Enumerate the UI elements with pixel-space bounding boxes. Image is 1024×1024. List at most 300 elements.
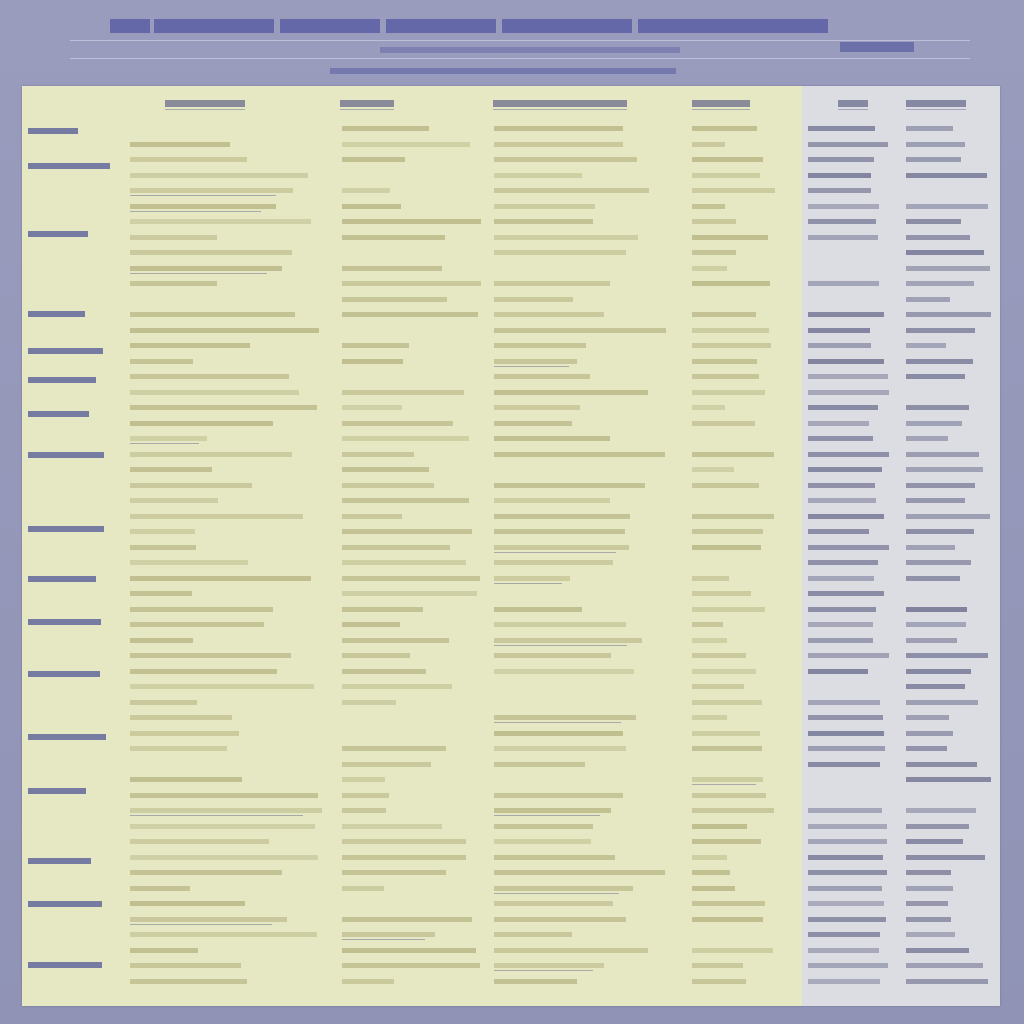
table-cell-illegible xyxy=(342,638,449,643)
table-cell-illegible xyxy=(906,917,951,922)
table-cell-illegible xyxy=(130,142,230,147)
table-cell-illegible xyxy=(808,483,875,488)
table-cell-illegible xyxy=(342,297,447,302)
table-cell-illegible xyxy=(692,979,746,984)
table-cell-illegible xyxy=(808,545,889,550)
table-cell-underline xyxy=(494,366,569,367)
table-cell-illegible xyxy=(494,421,572,426)
table-cell-illegible xyxy=(808,917,886,922)
table-cell-illegible xyxy=(906,901,948,906)
table-cell-illegible xyxy=(906,808,976,813)
table-cell-illegible xyxy=(906,157,961,162)
table-cell-illegible xyxy=(906,126,953,131)
table-cell-illegible xyxy=(692,669,756,674)
row-label-illegible-13 xyxy=(28,788,86,794)
table-cell-illegible xyxy=(692,855,727,860)
table-cell-illegible xyxy=(692,467,734,472)
table-cell-illegible xyxy=(906,762,977,767)
table-cell-illegible xyxy=(906,932,955,937)
table-cell-illegible xyxy=(906,545,955,550)
table-cell-illegible xyxy=(494,529,625,534)
table-cell-illegible xyxy=(494,390,648,395)
column-header-illegible-2 xyxy=(493,100,627,107)
table-cell-illegible xyxy=(808,126,875,131)
table-cell-illegible xyxy=(342,452,414,457)
table-cell-illegible xyxy=(808,700,880,705)
table-cell-illegible xyxy=(906,576,960,581)
table-cell-illegible xyxy=(808,390,889,395)
table-cell-illegible xyxy=(906,436,948,441)
table-cell-illegible xyxy=(808,576,874,581)
table-cell-illegible xyxy=(906,405,969,410)
table-cell-illegible xyxy=(494,126,623,131)
row-label-illegible-11 xyxy=(28,671,100,677)
table-cell-illegible xyxy=(808,157,874,162)
column-header-illegible-1 xyxy=(340,100,394,107)
table-cell-illegible xyxy=(906,250,984,255)
table-cell-illegible xyxy=(808,281,879,286)
table-cell-underline xyxy=(130,211,261,212)
table-cell-illegible xyxy=(906,529,974,534)
table-cell-illegible xyxy=(808,514,884,519)
table-cell-illegible xyxy=(130,591,192,596)
table-cell-illegible xyxy=(494,886,633,891)
table-cell-illegible xyxy=(130,328,319,333)
table-cell-illegible xyxy=(906,204,988,209)
table-cell-illegible xyxy=(906,715,949,720)
table-cell-illegible xyxy=(692,824,747,829)
row-label-illegible-0 xyxy=(28,128,78,134)
table-cell-illegible xyxy=(808,979,880,984)
table-cell-illegible xyxy=(130,870,282,875)
table-cell-illegible xyxy=(130,436,207,441)
table-cell-illegible xyxy=(494,979,577,984)
table-cell-illegible xyxy=(342,514,402,519)
table-cell-illegible xyxy=(808,762,880,767)
column-header-rule-3 xyxy=(692,109,750,110)
table-cell-illegible xyxy=(906,963,983,968)
table-cell-illegible xyxy=(692,514,774,519)
table-cell-illegible xyxy=(342,157,405,162)
table-cell-illegible xyxy=(130,793,318,798)
table-cell-illegible xyxy=(906,281,974,286)
table-cell-illegible xyxy=(692,731,760,736)
table-cell-illegible xyxy=(342,204,401,209)
table-cell-illegible xyxy=(906,142,965,147)
table-cell-illegible xyxy=(692,591,751,596)
table-cell-illegible xyxy=(494,514,630,519)
table-cell-illegible xyxy=(808,405,878,410)
header-rule-top xyxy=(70,40,970,41)
column-header-rule-4 xyxy=(838,109,868,110)
table-cell-illegible xyxy=(342,839,466,844)
table-cell-illegible xyxy=(808,901,884,906)
table-cell-illegible xyxy=(494,669,634,674)
table-cell-illegible xyxy=(906,374,965,379)
table-cell-illegible xyxy=(808,932,880,937)
table-cell-underline xyxy=(130,195,276,196)
table-cell-illegible xyxy=(342,777,385,782)
table-cell-illegible xyxy=(494,948,648,953)
table-cell-illegible xyxy=(130,483,252,488)
row-label-illegible-7 xyxy=(28,452,104,458)
row-label-illegible-15 xyxy=(28,901,102,907)
table-cell-underline xyxy=(494,815,600,816)
table-cell-illegible xyxy=(342,917,472,922)
column-header-illegible-3 xyxy=(692,100,750,107)
table-cell-illegible xyxy=(494,312,604,317)
table-cell-illegible xyxy=(494,901,613,906)
table-cell-illegible xyxy=(494,142,623,147)
table-cell-illegible xyxy=(906,235,970,240)
table-cell-illegible xyxy=(906,467,983,472)
table-cell-illegible xyxy=(692,870,730,875)
table-cell-illegible xyxy=(342,529,472,534)
table-cell-illegible xyxy=(494,405,580,410)
table-cell-illegible xyxy=(906,297,950,302)
table-cell-illegible xyxy=(494,328,666,333)
table-cell-illegible xyxy=(130,700,197,705)
table-cell-illegible xyxy=(692,808,774,813)
table-cell-illegible xyxy=(130,219,311,224)
table-cell-illegible xyxy=(808,436,873,441)
table-cell-illegible xyxy=(130,281,217,286)
table-cell-illegible xyxy=(692,529,763,534)
table-cell-illegible xyxy=(692,266,727,271)
table-cell-illegible xyxy=(692,653,746,658)
table-cell-illegible xyxy=(494,793,623,798)
table-cell-illegible xyxy=(494,870,665,875)
table-cell-illegible xyxy=(808,173,871,178)
table-cell-illegible xyxy=(342,390,464,395)
table-cell-illegible xyxy=(906,700,978,705)
table-cell-illegible xyxy=(342,126,429,131)
table-cell-illegible xyxy=(808,638,873,643)
table-cell-illegible xyxy=(130,777,242,782)
table-sheet xyxy=(22,86,1000,1006)
table-cell-illegible xyxy=(494,576,570,581)
table-cell-underline xyxy=(494,583,562,584)
table-cell-illegible xyxy=(494,157,637,162)
table-cell-illegible xyxy=(906,173,987,178)
table-cell-illegible xyxy=(692,405,725,410)
table-cell-illegible xyxy=(692,312,756,317)
table-cell-illegible xyxy=(342,560,466,565)
table-cell-illegible xyxy=(692,576,729,581)
table-cell-illegible xyxy=(130,359,193,364)
table-cell-illegible xyxy=(130,312,295,317)
table-cell-illegible xyxy=(130,979,247,984)
table-cell-underline xyxy=(130,443,199,444)
column-header-rule-5 xyxy=(906,109,966,110)
table-cell-illegible xyxy=(130,932,317,937)
row-label-illegible-4 xyxy=(28,348,103,354)
table-cell-illegible xyxy=(808,607,876,612)
table-cell-illegible xyxy=(808,653,889,658)
table-cell-illegible xyxy=(494,932,572,937)
table-cell-illegible xyxy=(906,359,973,364)
table-cell-illegible xyxy=(494,297,573,302)
column-header-illegible-5 xyxy=(906,100,966,107)
table-cell-illegible xyxy=(342,932,435,937)
table-cell-illegible xyxy=(342,808,386,813)
table-cell-illegible xyxy=(494,560,613,565)
illegible-table-text xyxy=(22,86,1000,1006)
table-cell-illegible xyxy=(808,374,888,379)
table-cell-illegible xyxy=(494,762,585,767)
table-cell-illegible xyxy=(808,669,868,674)
table-cell-illegible xyxy=(906,886,953,891)
table-cell-illegible xyxy=(692,777,763,782)
table-cell-illegible xyxy=(808,963,888,968)
table-cell-illegible xyxy=(342,607,423,612)
table-cell-illegible xyxy=(342,591,477,596)
table-cell-illegible xyxy=(342,483,434,488)
table-cell-illegible xyxy=(906,777,991,782)
table-cell-illegible xyxy=(808,204,879,209)
table-cell-illegible xyxy=(692,638,727,643)
table-cell-illegible xyxy=(808,219,876,224)
table-cell-illegible xyxy=(808,731,884,736)
table-cell-illegible xyxy=(906,312,991,317)
column-header-illegible-0 xyxy=(165,100,245,107)
table-cell-illegible xyxy=(906,684,965,689)
table-cell-illegible xyxy=(130,917,287,922)
table-cell-illegible xyxy=(494,359,577,364)
row-label-illegible-10 xyxy=(28,619,101,625)
table-cell-underline xyxy=(494,645,627,646)
table-cell-illegible xyxy=(692,219,736,224)
table-cell-illegible xyxy=(130,607,273,612)
table-cell-illegible xyxy=(906,607,967,612)
table-cell-illegible xyxy=(130,638,193,643)
table-cell-illegible xyxy=(130,374,289,379)
table-cell-illegible xyxy=(906,219,961,224)
table-cell-illegible xyxy=(906,669,971,674)
table-cell-illegible xyxy=(906,979,988,984)
column-header-rule-0 xyxy=(165,109,245,110)
table-cell-illegible xyxy=(692,607,765,612)
table-cell-underline xyxy=(342,939,425,940)
table-cell-illegible xyxy=(494,607,582,612)
table-cell-illegible xyxy=(342,436,469,441)
table-cell-illegible xyxy=(808,359,884,364)
table-cell-underline xyxy=(494,970,593,971)
table-cell-illegible xyxy=(808,529,869,534)
table-cell-illegible xyxy=(692,204,725,209)
table-cell-illegible xyxy=(494,483,645,488)
table-cell-illegible xyxy=(906,839,963,844)
table-cell-illegible xyxy=(692,746,762,751)
table-cell-illegible xyxy=(692,390,765,395)
table-cell-illegible xyxy=(342,886,384,891)
table-cell-illegible xyxy=(808,142,888,147)
table-cell-illegible xyxy=(130,204,276,209)
table-cell-illegible xyxy=(342,266,442,271)
table-cell-illegible xyxy=(906,653,988,658)
table-cell-illegible xyxy=(906,622,966,627)
table-cell-illegible xyxy=(906,746,947,751)
table-cell-illegible xyxy=(130,173,308,178)
table-cell-illegible xyxy=(130,343,250,348)
table-cell-illegible xyxy=(130,684,314,689)
table-cell-illegible xyxy=(130,188,293,193)
table-cell-illegible xyxy=(906,514,990,519)
table-cell-illegible xyxy=(130,452,292,457)
table-cell-illegible xyxy=(808,312,884,317)
table-cell-illegible xyxy=(692,188,775,193)
table-cell-illegible xyxy=(342,498,469,503)
table-cell-illegible xyxy=(494,715,636,720)
table-cell-illegible xyxy=(692,483,759,488)
table-cell-illegible xyxy=(808,421,869,426)
table-cell-illegible xyxy=(342,576,480,581)
row-label-illegible-12 xyxy=(28,734,106,740)
table-cell-illegible xyxy=(342,359,403,364)
table-cell-illegible xyxy=(130,886,190,891)
table-cell-illegible xyxy=(342,948,476,953)
table-cell-illegible xyxy=(342,545,450,550)
table-cell-illegible xyxy=(130,467,212,472)
table-cell-underline xyxy=(130,273,267,274)
table-cell-illegible xyxy=(692,281,770,286)
table-cell-illegible xyxy=(130,746,227,751)
table-cell-illegible xyxy=(906,498,965,503)
table-cell-underline xyxy=(494,552,616,553)
table-cell-illegible xyxy=(342,963,480,968)
table-cell-illegible xyxy=(342,622,400,627)
table-cell-illegible xyxy=(692,343,771,348)
table-cell-illegible xyxy=(692,142,725,147)
table-cell-illegible xyxy=(494,653,611,658)
table-cell-illegible xyxy=(692,622,723,627)
table-cell-illegible xyxy=(130,808,322,813)
table-cell-illegible xyxy=(692,126,757,131)
row-label-illegible-16 xyxy=(28,962,102,968)
table-cell-illegible xyxy=(342,142,470,147)
row-label-illegible-6 xyxy=(28,411,89,417)
table-cell-illegible xyxy=(494,219,593,224)
table-cell-illegible xyxy=(494,545,629,550)
table-cell-illegible xyxy=(808,746,885,751)
table-cell-illegible xyxy=(130,390,299,395)
table-cell-illegible xyxy=(494,638,642,643)
table-cell-illegible xyxy=(808,622,873,627)
table-cell-illegible xyxy=(130,622,264,627)
table-cell-underline xyxy=(692,784,756,785)
table-cell-illegible xyxy=(130,576,311,581)
table-cell-illegible xyxy=(906,870,951,875)
table-cell-illegible xyxy=(342,979,394,984)
table-cell-illegible xyxy=(906,560,971,565)
table-cell-illegible xyxy=(494,436,610,441)
table-cell-illegible xyxy=(808,855,883,860)
table-cell-illegible xyxy=(906,731,953,736)
row-label-illegible-3 xyxy=(28,311,85,317)
table-cell-illegible xyxy=(130,157,247,162)
table-cell-illegible xyxy=(130,514,303,519)
table-cell-illegible xyxy=(808,188,871,193)
table-cell-illegible xyxy=(342,870,446,875)
column-header-rule-2 xyxy=(493,109,627,110)
table-cell-illegible xyxy=(130,715,232,720)
table-cell-illegible xyxy=(130,405,317,410)
table-cell-illegible xyxy=(494,173,582,178)
table-cell-illegible xyxy=(342,467,429,472)
table-cell-illegible xyxy=(808,343,871,348)
table-cell-illegible xyxy=(494,963,604,968)
table-cell-illegible xyxy=(692,328,769,333)
table-cell-illegible xyxy=(808,948,879,953)
table-cell-illegible xyxy=(906,452,979,457)
table-cell-illegible xyxy=(692,715,727,720)
table-cell-illegible xyxy=(906,948,969,953)
table-cell-illegible xyxy=(692,963,743,968)
column-header-illegible-4 xyxy=(838,100,868,107)
table-cell-illegible xyxy=(342,219,481,224)
table-cell-illegible xyxy=(808,328,870,333)
table-cell-illegible xyxy=(808,824,887,829)
table-cell-illegible xyxy=(494,855,615,860)
table-cell-illegible xyxy=(692,250,736,255)
table-cell-illegible xyxy=(692,839,761,844)
table-cell-illegible xyxy=(342,700,396,705)
table-cell-illegible xyxy=(494,204,595,209)
table-cell-illegible xyxy=(342,343,409,348)
table-cell-illegible xyxy=(692,886,735,891)
table-cell-underline xyxy=(494,893,619,894)
table-cell-illegible xyxy=(692,235,768,240)
header-subline-2-illegible xyxy=(330,66,676,76)
table-cell-illegible xyxy=(342,793,389,798)
table-cell-illegible xyxy=(692,684,744,689)
table-cell-illegible xyxy=(130,529,195,534)
table-cell-underline xyxy=(494,722,621,723)
table-cell-illegible xyxy=(494,250,626,255)
table-cell-illegible xyxy=(808,591,884,596)
table-cell-illegible xyxy=(130,948,198,953)
table-cell-illegible xyxy=(692,359,757,364)
table-cell-illegible xyxy=(130,824,315,829)
table-cell-illegible xyxy=(808,498,876,503)
document-title-illegible xyxy=(110,14,830,38)
header-rule-bottom xyxy=(70,58,970,59)
table-cell-underline xyxy=(130,924,272,925)
table-cell-illegible xyxy=(130,545,196,550)
table-cell-illegible xyxy=(130,839,269,844)
table-cell-illegible xyxy=(130,901,245,906)
table-cell-illegible xyxy=(130,266,282,271)
table-cell-illegible xyxy=(808,808,882,813)
row-label-illegible-2 xyxy=(28,231,88,237)
table-cell-illegible xyxy=(692,173,760,178)
column-header-rule-1 xyxy=(340,109,394,110)
table-cell-illegible xyxy=(342,684,452,689)
table-cell-illegible xyxy=(494,281,610,286)
table-cell-illegible xyxy=(130,963,241,968)
table-cell-illegible xyxy=(494,188,649,193)
table-cell-illegible xyxy=(906,483,975,488)
table-cell-illegible xyxy=(808,560,878,565)
table-cell-illegible xyxy=(692,793,766,798)
table-cell-illegible xyxy=(494,343,586,348)
table-cell-illegible xyxy=(692,157,763,162)
row-label-illegible-8 xyxy=(28,526,104,532)
table-cell-illegible xyxy=(494,917,626,922)
table-cell-illegible xyxy=(342,281,481,286)
table-cell-illegible xyxy=(906,824,969,829)
table-cell-illegible xyxy=(494,235,638,240)
